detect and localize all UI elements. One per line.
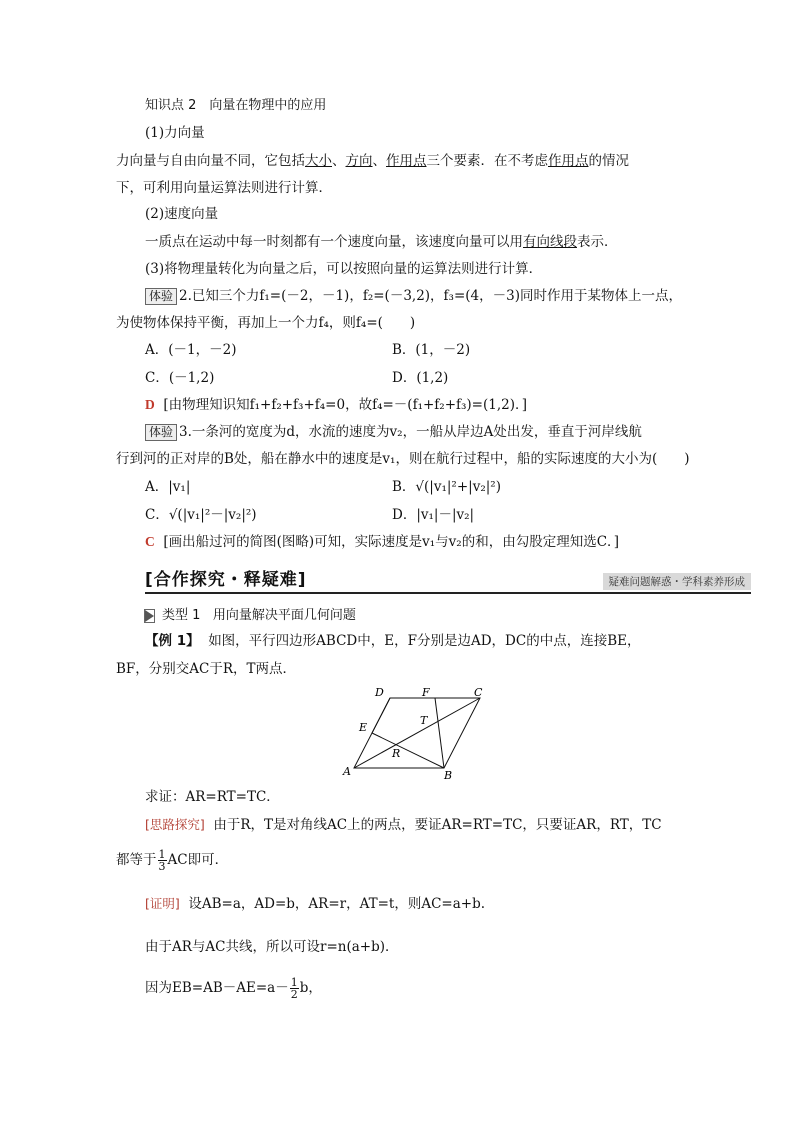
exercise-tag: 体验 — [145, 424, 177, 441]
point-label-f: F — [422, 686, 430, 699]
type-heading: 类型 1 用向量解决平面几何问题 — [145, 604, 356, 623]
example-label: 【例 1】 — [145, 633, 200, 649]
idea-tag: [思路探究] — [145, 817, 205, 832]
exercise-3-answer: C [画出船过河的简图(图略)可知，实际速度是v₁与v₂的和，由勾股定理知选C．] — [145, 534, 620, 550]
example-1-line1: 【例 1】 如图，平行四边形ABCD中，E，F分别是边AD，DC的中点，连接BE， — [145, 633, 641, 649]
exercise-2-option-b: B．(1，－2) — [392, 342, 471, 358]
knowledge-point-heading: 知识点 2 向量在物理中的应用 — [145, 98, 327, 113]
idea-line1: [思路探究] 由于R，T是对角线AC上的两点，要证AR=RT=TC，只要证AR，RT，TC — [145, 817, 662, 833]
segment-bf — [435, 698, 444, 768]
proof-line2: 由于AR与AC共线，所以可设r=n(a+b)． — [145, 939, 399, 955]
exercise-3-line1: 体验 3.一条河的宽度为d，水流的速度为v₂，一船从岸边A处出发，垂直于河岸线航 — [145, 423, 642, 441]
point-label-r: R — [392, 747, 401, 760]
velocity-vector-paragraph: 一质点在运动中每一时刻都有一个速度向量，该速度向量可以用有向线段表示． — [145, 234, 618, 250]
play-triangle-icon — [145, 610, 154, 622]
proof-line3: 因为EB=AB－AE=a－ $\frac{1}{2}$ b， — [145, 976, 322, 1001]
fraction-one-half: $\frac{1}{2}$ — [290, 976, 298, 1001]
proof-tag: [证明] — [145, 896, 180, 911]
segment-ed — [372, 698, 390, 733]
prove-statement: 求证：AR=RT=TC． — [145, 789, 280, 805]
answer-letter: D — [145, 397, 155, 412]
conversion-paragraph: (3)将物理量转化为向量之后，可以按照向量的运算法则进行计算． — [145, 261, 543, 277]
point-label-a: A — [343, 765, 351, 778]
exercise-2-answer: D [由物理知识知f₁+f₂+f₃+f₄=0，故f₄=－(f₁+f₂+f₃)=(1,2)．] — [145, 397, 528, 413]
point-label-d: D — [375, 686, 384, 699]
exercise-2-option-a: A．(－1，－2) — [145, 342, 237, 358]
fraction-one-third: $\frac{1}{3}$ — [158, 848, 166, 873]
proof-line1: [证明] 设AB=a，AD=b，AR=r，AT=t，则AC=a+b. — [145, 896, 486, 912]
point-label-t: T — [420, 714, 428, 727]
exercise-2-option-d: D．(1,2) — [392, 370, 449, 386]
parallelogram-figure — [338, 686, 498, 782]
force-vector-label: (1)力向量 — [145, 125, 205, 141]
section-title: [合作探究・释疑难] — [145, 570, 307, 590]
point-label-c: C — [474, 686, 483, 699]
point-label-e: E — [359, 721, 368, 734]
exercise-2-option-c: C．(－1,2) — [145, 370, 215, 386]
exercise-tag: 体验 — [145, 288, 177, 305]
exercise-3-option-c: C．√(|v₁|²－|v₂|²) — [145, 507, 257, 523]
force-vector-paragraph: 力向量与自由向量不同，它包括大小、方向、作用点三个要素．在不考虑作用点的情况 — [116, 153, 629, 169]
point-label-b: B — [444, 769, 453, 782]
exercise-3-option-b: B．√(|v₁|²+|v₂|²) — [392, 479, 501, 495]
force-vector-paragraph-line2: 下，可利用向量运算法则进行计算． — [116, 180, 332, 196]
exercise-2-line1: 体验 2.已知三个力f₁=(－2，－1)，f₂=(－3,2)，f₃=(4，－3)同时作用于某物体上一点， — [145, 287, 682, 305]
exercise-3-option-d: D．|v₁|－|v₂| — [392, 507, 475, 523]
velocity-vector-label: (2)速度向量 — [145, 206, 219, 222]
exercise-2-line2: 为使物体保持平衡，再加上一个力f₄，则f₄=( ) — [116, 315, 416, 331]
exercise-3-option-a: A．|v₁| — [145, 479, 191, 495]
answer-letter: C — [145, 534, 155, 549]
idea-line2: 都等于 $\frac{1}{3}$ AC即可． — [116, 848, 229, 873]
example-1-line2: BF，分别交AC于R，T两点． — [116, 661, 297, 677]
exercise-3-line2: 行到河的正对岸的B处，船在静水中的速度是v₁，则在航行过程中，船的实际速度的大小为( ) — [116, 451, 690, 467]
section-badge: 疑难问题解惑・学科素养形成 — [603, 573, 752, 590]
